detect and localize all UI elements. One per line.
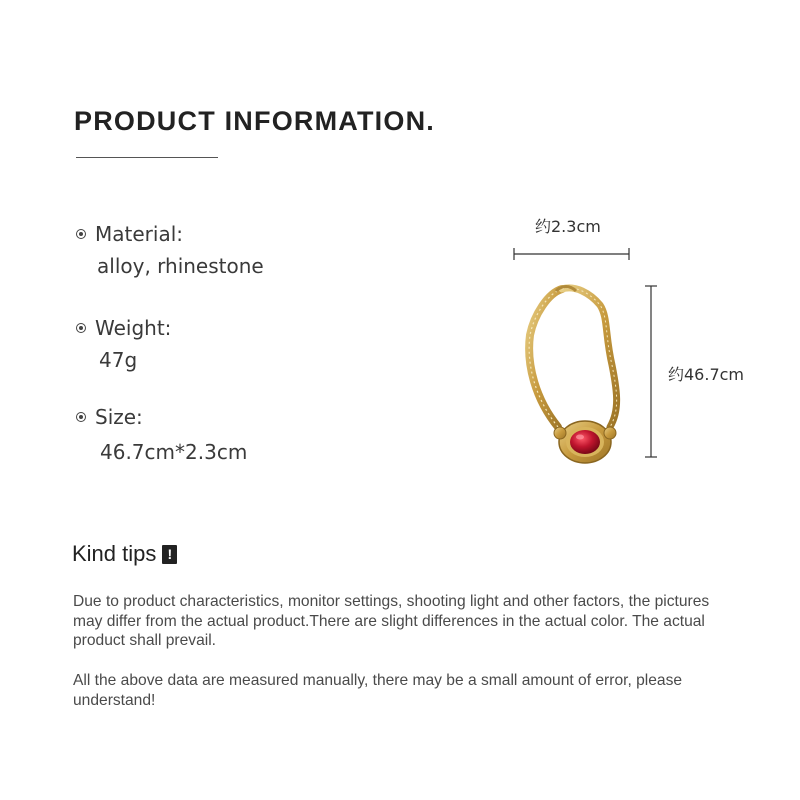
length-dimension-label: 约46.7cm [668, 365, 745, 384]
spec-value: alloy, rhinestone [97, 254, 264, 278]
exclamation-icon: ! [162, 545, 177, 564]
spec-label: Weight: [95, 316, 172, 340]
bullet-icon [76, 323, 86, 333]
bullet-icon [76, 412, 86, 422]
title-underline [76, 157, 218, 158]
red-gem [570, 430, 600, 454]
kind-tips-label: Kind tips [72, 541, 157, 566]
spec-size [76, 405, 247, 464]
width-dimension-line [514, 248, 629, 260]
tips-paragraph: All the above data are measured manually, there may be a small amount of error, please understand! [73, 672, 683, 709]
tips-paragraph: Due to product characteristics, monitor settings, shooting light and other factors, the pictures may differ from the actual product.There are slight differences in the actual color. The actual product shall prevail. [73, 593, 710, 649]
spec-weight [76, 316, 171, 372]
spec-value: 47g [99, 348, 138, 372]
necklace-chain [529, 287, 616, 428]
length-dimension-line [645, 286, 657, 457]
necklace-illustration [500, 205, 770, 475]
bullet-icon [76, 229, 86, 239]
kind-tips-heading [72, 541, 177, 567]
page-title: PRODUCT INFORMATION. [74, 106, 435, 136]
width-dimension-label: 约2.3cm [535, 217, 601, 236]
spec-label: Material: [95, 222, 183, 246]
spec-value: 46.7cm*2.3cm [100, 440, 248, 464]
spec-label: Size: [95, 405, 143, 429]
product-figure [500, 205, 770, 475]
spec-material [76, 222, 264, 278]
